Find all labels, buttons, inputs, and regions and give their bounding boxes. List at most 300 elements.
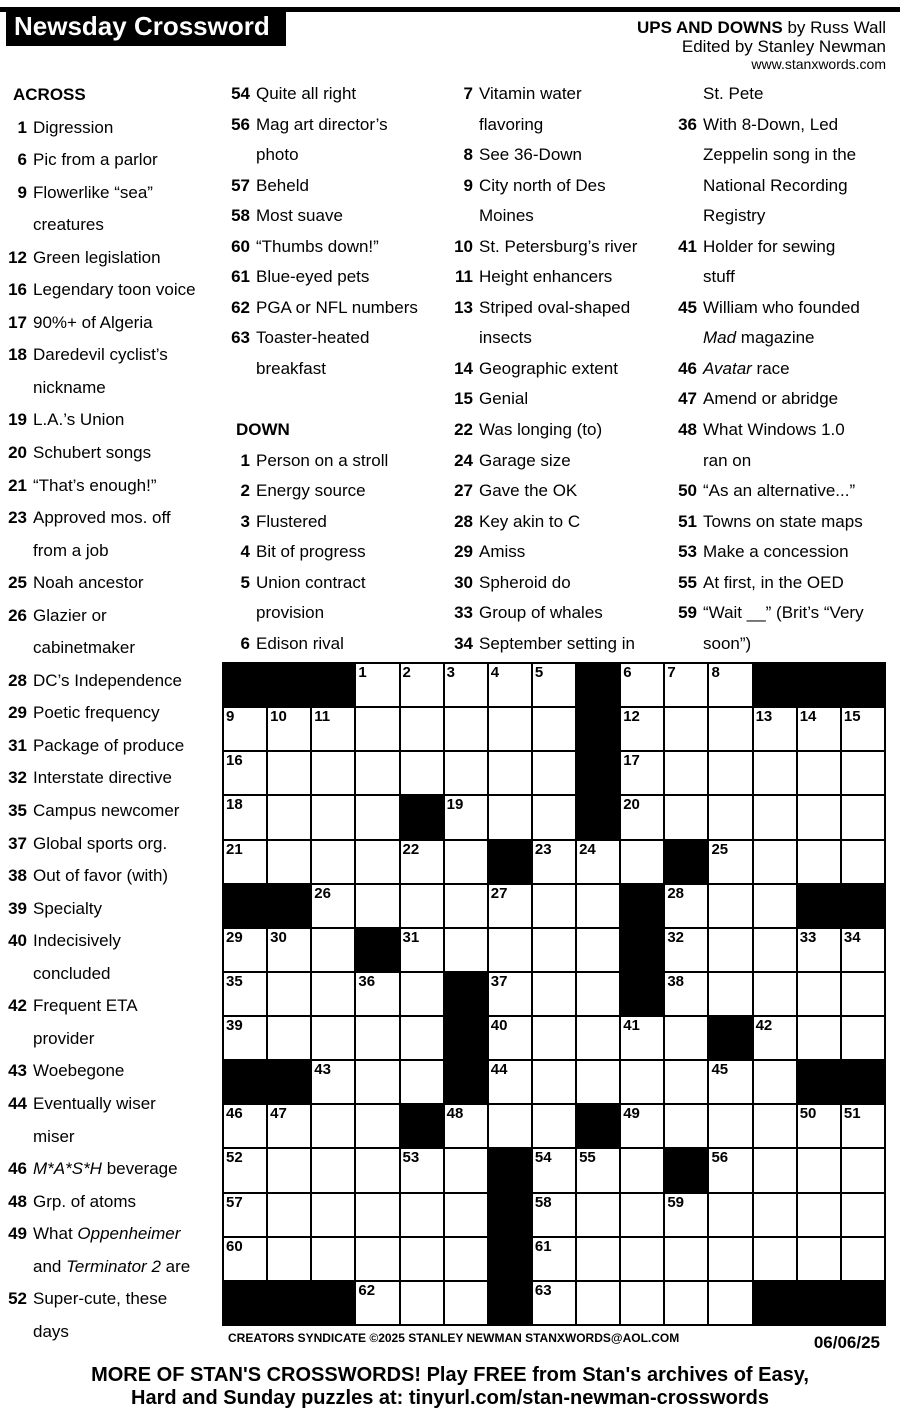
clue-40[interactable] (8, 925, 196, 990)
grid-cell[interactable] (445, 885, 487, 927)
grid-cell[interactable] (401, 1282, 443, 1324)
grid-cell[interactable] (665, 1238, 707, 1280)
clue-44[interactable] (8, 1088, 196, 1153)
grid-cell[interactable] (798, 796, 840, 838)
clue-text: Blue-eyed pets (256, 267, 370, 287)
grid-cell[interactable] (533, 973, 575, 1015)
clue-line (678, 110, 864, 141)
clue-56[interactable] (231, 110, 418, 171)
grid-cell[interactable] (268, 1149, 310, 1191)
grid-cell[interactable] (665, 1282, 707, 1324)
grid-cell[interactable] (489, 664, 531, 706)
grid-cell[interactable] (533, 708, 575, 750)
grid-cell[interactable] (533, 1061, 575, 1103)
grid-cell[interactable] (533, 1194, 575, 1236)
grid-cell[interactable] (268, 1105, 310, 1147)
grid-cell[interactable] (489, 752, 531, 794)
grid-cell[interactable] (356, 1105, 398, 1147)
grid-cell[interactable] (445, 708, 487, 750)
clue-text: Amiss (479, 542, 526, 562)
grid-cell[interactable] (533, 885, 575, 927)
grid-cell[interactable] (754, 929, 796, 971)
grid-cell[interactable] (842, 1149, 884, 1191)
grid-cell[interactable] (268, 929, 310, 971)
clue-number: 31 (8, 735, 27, 755)
grid-cell[interactable] (356, 752, 398, 794)
grid-cell[interactable] (401, 1238, 443, 1280)
clue-text: St. Pete (703, 84, 764, 103)
clue-45[interactable] (678, 293, 864, 354)
grid-cell[interactable] (665, 1017, 707, 1059)
grid-cell[interactable] (621, 1105, 663, 1147)
grid-cell[interactable] (577, 1194, 619, 1236)
grid-cell[interactable] (621, 664, 663, 706)
clue-line (8, 990, 196, 1023)
grid-cell[interactable] (621, 1017, 663, 1059)
grid-cell[interactable] (665, 885, 707, 927)
clue-23[interactable] (8, 502, 196, 567)
clue-51[interactable] (678, 507, 864, 538)
grid-cell[interactable] (754, 752, 796, 794)
clue-28[interactable] (8, 665, 196, 698)
grid-cell[interactable] (754, 1017, 796, 1059)
clue-8[interactable] (463, 140, 637, 171)
grid-cell[interactable] (621, 841, 663, 883)
grid-cell[interactable] (533, 796, 575, 838)
grid-cell[interactable] (489, 708, 531, 750)
grid-cell[interactable] (356, 973, 398, 1015)
grid-cell[interactable] (709, 973, 751, 1015)
clue-6[interactable] (240, 629, 418, 660)
clue-28[interactable] (454, 507, 637, 538)
grid-cell[interactable] (533, 1017, 575, 1059)
grid-cell[interactable] (401, 929, 443, 971)
grid-cell[interactable] (268, 1017, 310, 1059)
grid-cell[interactable] (445, 1238, 487, 1280)
grid-cell[interactable] (401, 1017, 443, 1059)
clue-20[interactable] (8, 437, 196, 470)
clue-2[interactable] (240, 476, 418, 507)
grid-cell[interactable] (754, 1105, 796, 1147)
clue-number: 5 (240, 572, 250, 592)
clue-1[interactable] (240, 446, 418, 477)
clue-number: 14 (454, 358, 473, 378)
clue-line (454, 568, 637, 599)
clue-number: 44 (8, 1093, 27, 1113)
grid-cell[interactable] (312, 1061, 354, 1103)
grid-cell[interactable] (665, 973, 707, 1015)
black-square (312, 1282, 354, 1324)
grid-cell[interactable] (709, 841, 751, 883)
grid-cell[interactable] (268, 708, 310, 750)
grid-cell[interactable] (709, 708, 751, 750)
grid-cell[interactable] (798, 1238, 840, 1280)
clue-47[interactable] (678, 384, 864, 415)
clue-17[interactable] (8, 307, 196, 340)
grid-cell[interactable] (754, 1194, 796, 1236)
grid-cell[interactable] (798, 929, 840, 971)
clue-number: 48 (8, 1191, 27, 1211)
clue-12[interactable] (8, 242, 196, 275)
clue-text: What (33, 1224, 78, 1244)
website-link[interactable]: www.stanxwords.com (751, 56, 886, 72)
clue-38[interactable] (8, 860, 196, 893)
grid-cell[interactable] (312, 973, 354, 1015)
grid-cell[interactable] (445, 752, 487, 794)
grid-cell[interactable] (709, 1149, 751, 1191)
clue-number: 51 (678, 511, 697, 531)
grid-cell[interactable] (445, 1282, 487, 1324)
grid-cell[interactable] (312, 796, 354, 838)
grid-cell[interactable] (356, 1061, 398, 1103)
clue-number: 48 (678, 420, 697, 440)
grid-cell[interactable] (798, 1194, 840, 1236)
grid-cell[interactable] (709, 1194, 751, 1236)
grid-cell[interactable] (709, 752, 751, 794)
grid-cell[interactable] (754, 885, 796, 927)
clue-1[interactable] (17, 112, 196, 145)
grid-cell[interactable] (401, 1149, 443, 1191)
grid-cell[interactable] (577, 841, 619, 883)
grid-cell[interactable] (665, 664, 707, 706)
clue-41[interactable] (678, 232, 864, 293)
clue-31[interactable] (8, 730, 196, 763)
grid-cell[interactable] (798, 1149, 840, 1191)
grid-cell[interactable] (312, 1194, 354, 1236)
grid-cell[interactable] (489, 885, 531, 927)
grid-cell[interactable] (842, 796, 884, 838)
clue-continuation[interactable] (703, 79, 864, 110)
promo-text (0, 1364, 900, 1410)
grid-cell[interactable] (268, 841, 310, 883)
cell-number: 61 (534, 1237, 552, 1255)
clue-15[interactable] (454, 384, 637, 415)
clue-62[interactable] (231, 293, 418, 324)
grid-cell[interactable] (224, 1149, 266, 1191)
grid-cell[interactable] (312, 752, 354, 794)
grid-cell[interactable] (577, 1149, 619, 1191)
grid-cell[interactable] (621, 1194, 663, 1236)
clue-13[interactable] (454, 293, 637, 354)
grid-cell[interactable] (356, 1149, 398, 1191)
grid-cell[interactable] (798, 973, 840, 1015)
grid-cell[interactable] (533, 752, 575, 794)
grid-cell[interactable] (356, 1194, 398, 1236)
grid-cell[interactable] (842, 841, 884, 883)
grid-cell[interactable] (842, 1238, 884, 1280)
clue-number: 7 (463, 84, 473, 103)
grid-cell[interactable] (356, 885, 398, 927)
grid-cell[interactable] (356, 796, 398, 838)
clue-line (8, 600, 196, 633)
clue-text: Zeppelin song in the (703, 145, 857, 165)
clue-25[interactable] (8, 567, 196, 600)
grid-cell[interactable] (665, 752, 707, 794)
grid-cell[interactable] (445, 796, 487, 838)
grid-cell[interactable] (533, 1282, 575, 1324)
clue-11[interactable] (455, 262, 637, 293)
grid-cell[interactable] (842, 752, 884, 794)
clue-line (8, 1088, 196, 1121)
grid-cell[interactable] (621, 1061, 663, 1103)
grid-cell[interactable] (224, 929, 266, 971)
clue-49[interactable] (8, 1218, 196, 1283)
grid-cell[interactable] (709, 1238, 751, 1280)
clue-34[interactable] (454, 629, 637, 660)
grid-cell[interactable] (224, 841, 266, 883)
grid-cell[interactable] (312, 841, 354, 883)
grid-cell[interactable] (754, 841, 796, 883)
cell-number: 44 (490, 1061, 508, 1079)
grid-cell[interactable] (489, 1017, 531, 1059)
clue-text: Striped oval-shaped (479, 297, 631, 317)
grid-cell[interactable] (621, 796, 663, 838)
clue-46[interactable] (678, 354, 864, 385)
clue-32[interactable] (8, 762, 196, 795)
grid-cell[interactable] (224, 752, 266, 794)
grid-cell[interactable] (445, 1194, 487, 1236)
grid-cell[interactable] (224, 708, 266, 750)
clue-column-2 (231, 79, 418, 659)
clue-48[interactable] (8, 1186, 196, 1219)
grid-cell[interactable] (533, 929, 575, 971)
grid-cell[interactable] (268, 1238, 310, 1280)
clue-46[interactable] (8, 1153, 196, 1186)
grid-cell[interactable] (445, 929, 487, 971)
grid-cell[interactable] (312, 1149, 354, 1191)
grid-cell[interactable] (401, 664, 443, 706)
grid-cell[interactable] (577, 1061, 619, 1103)
clue-text: Garage size (479, 450, 571, 470)
grid-cell[interactable] (401, 1194, 443, 1236)
grid-cell[interactable] (621, 1282, 663, 1324)
grid-cell[interactable] (268, 796, 310, 838)
grid-cell[interactable] (842, 929, 884, 971)
grid-cell[interactable] (577, 1238, 619, 1280)
clue-line (703, 140, 864, 171)
grid-cell[interactable] (533, 1149, 575, 1191)
clue-line (703, 446, 864, 477)
grid-cell[interactable] (798, 1105, 840, 1147)
grid-cell[interactable] (798, 708, 840, 750)
grid-cell[interactable] (665, 708, 707, 750)
clue-27[interactable] (454, 476, 637, 507)
clue-line (678, 354, 864, 385)
grid-cell[interactable] (356, 1282, 398, 1324)
grid-cell[interactable] (268, 752, 310, 794)
cell-number: 14 (799, 708, 817, 726)
grid-cell[interactable] (268, 1194, 310, 1236)
grid-cell[interactable] (798, 841, 840, 883)
grid-cell[interactable] (621, 1149, 663, 1191)
grid-cell[interactable] (401, 973, 443, 1015)
grid-cell[interactable] (401, 841, 443, 883)
grid-cell[interactable] (798, 1017, 840, 1059)
grid-cell[interactable] (445, 1149, 487, 1191)
grid-cell[interactable] (665, 1061, 707, 1103)
clue-10[interactable] (454, 232, 638, 263)
clue-43[interactable] (8, 1055, 196, 1088)
clue-line (678, 507, 864, 538)
clue-59[interactable] (678, 598, 864, 659)
grid-cell[interactable] (401, 1061, 443, 1103)
grid-cell[interactable] (842, 1105, 884, 1147)
grid-cell[interactable] (709, 664, 751, 706)
clue-3[interactable] (240, 507, 418, 538)
grid-cell[interactable] (489, 973, 531, 1015)
grid-cell[interactable] (356, 1017, 398, 1059)
clue-4[interactable] (240, 537, 418, 568)
clue-57[interactable] (231, 171, 418, 202)
grid-cell[interactable] (312, 1105, 354, 1147)
clue-line (231, 79, 418, 110)
grid-cell[interactable] (489, 796, 531, 838)
grid-cell[interactable] (709, 885, 751, 927)
grid-cell[interactable] (842, 973, 884, 1015)
clue-26[interactable] (8, 600, 196, 665)
clue-text: “Thumbs down!” (256, 236, 379, 256)
grid-cell[interactable] (356, 841, 398, 883)
grid-cell[interactable] (577, 973, 619, 1015)
grid-cell[interactable] (665, 1194, 707, 1236)
clue-60[interactable] (231, 232, 418, 263)
clue-63[interactable] (231, 323, 418, 384)
clue-number: 39 (8, 898, 27, 918)
grid-cell[interactable] (533, 1238, 575, 1280)
grid-cell[interactable] (842, 708, 884, 750)
grid-cell[interactable] (709, 1282, 751, 1324)
grid-cell[interactable] (665, 796, 707, 838)
grid-cell[interactable] (312, 885, 354, 927)
clue-number: 36 (678, 114, 697, 134)
grid-cell[interactable] (754, 1238, 796, 1280)
grid-cell[interactable] (312, 1238, 354, 1280)
clue-text: ran on (703, 450, 752, 470)
grid-cell[interactable] (709, 796, 751, 838)
cell-number: 6 (623, 664, 632, 681)
grid-cell[interactable] (709, 929, 751, 971)
clue-9[interactable] (463, 171, 637, 232)
grid-cell[interactable] (621, 752, 663, 794)
grid-cell[interactable] (489, 1105, 531, 1147)
grid-cell[interactable] (754, 1149, 796, 1191)
clue-text: Quite all right (256, 84, 357, 103)
grid-cell[interactable] (798, 752, 840, 794)
grid-cell[interactable] (533, 841, 575, 883)
clue-text: Oppenheimer (77, 1224, 181, 1244)
grid-cell[interactable] (445, 841, 487, 883)
grid-cell[interactable] (577, 1282, 619, 1324)
grid-cell[interactable] (312, 929, 354, 971)
grid-cell[interactable] (268, 973, 310, 1015)
grid-cell[interactable] (577, 1017, 619, 1059)
clue-53[interactable] (678, 537, 864, 568)
grid-cell[interactable] (312, 708, 354, 750)
clue-61[interactable] (231, 262, 418, 293)
clue-42[interactable] (8, 990, 196, 1055)
clue-21[interactable] (8, 470, 196, 503)
clue-33[interactable] (454, 598, 637, 629)
grid-cell[interactable] (754, 973, 796, 1015)
grid-cell[interactable] (709, 1061, 751, 1103)
grid-cell[interactable] (754, 796, 796, 838)
grid-cell[interactable] (224, 1017, 266, 1059)
clue-50[interactable] (678, 476, 864, 507)
clue-48[interactable] (678, 415, 864, 476)
grid-cell[interactable] (577, 929, 619, 971)
grid-cell[interactable] (312, 1017, 354, 1059)
clue-18[interactable] (8, 339, 196, 404)
grid-cell[interactable] (224, 1238, 266, 1280)
grid-cell[interactable] (842, 1194, 884, 1236)
clue-7[interactable] (463, 79, 637, 140)
black-square (577, 664, 619, 706)
grid-cell[interactable] (533, 1105, 575, 1147)
clue-54[interactable] (231, 79, 418, 110)
grid-cell[interactable] (224, 796, 266, 838)
clue-14[interactable] (454, 354, 637, 385)
grid-cell[interactable] (401, 752, 443, 794)
clue-35[interactable] (8, 795, 196, 828)
grid-cell[interactable] (224, 973, 266, 1015)
clue-text: breakfast (256, 358, 326, 378)
grid-cell[interactable] (577, 885, 619, 927)
grid-cell[interactable] (224, 1105, 266, 1147)
clue-text: National Recording (703, 175, 848, 195)
grid-cell[interactable] (754, 708, 796, 750)
grid-cell[interactable] (224, 1194, 266, 1236)
grid-cell[interactable] (401, 708, 443, 750)
clue-39[interactable] (8, 893, 196, 926)
grid-cell[interactable] (356, 1238, 398, 1280)
clue-22[interactable] (454, 415, 637, 446)
grid-cell[interactable] (356, 664, 398, 706)
grid-cell[interactable] (489, 929, 531, 971)
grid-cell[interactable] (489, 1061, 531, 1103)
grid-cell[interactable] (709, 1105, 751, 1147)
clue-5[interactable] (240, 568, 418, 629)
grid-cell[interactable] (356, 708, 398, 750)
grid-cell[interactable] (665, 929, 707, 971)
grid-cell[interactable] (621, 708, 663, 750)
clue-37[interactable] (8, 828, 196, 861)
clue-52[interactable] (8, 1283, 196, 1348)
grid-cell[interactable] (621, 1238, 663, 1280)
clue-number: 53 (678, 542, 697, 562)
clue-30[interactable] (454, 568, 637, 599)
clue-58[interactable] (231, 201, 418, 232)
clue-text: Terminator 2 (66, 1256, 161, 1276)
clue-6[interactable] (17, 144, 196, 177)
clue-24[interactable] (454, 446, 637, 477)
clue-19[interactable] (8, 404, 196, 437)
clue-line (240, 537, 418, 568)
grid-cell[interactable] (401, 885, 443, 927)
grid-cell[interactable] (754, 1061, 796, 1103)
grid-cell[interactable] (445, 1105, 487, 1147)
clue-text: Towns on state maps (703, 511, 863, 531)
clue-55[interactable] (678, 568, 864, 599)
grid-cell[interactable] (665, 1105, 707, 1147)
grid-cell[interactable] (533, 664, 575, 706)
grid-cell[interactable] (842, 1017, 884, 1059)
clue-29[interactable] (454, 537, 637, 568)
clue-9[interactable] (17, 177, 196, 242)
grid-cell[interactable] (445, 664, 487, 706)
clue-36[interactable] (678, 110, 864, 232)
clue-16[interactable] (8, 274, 196, 307)
clue-29[interactable] (8, 697, 196, 730)
